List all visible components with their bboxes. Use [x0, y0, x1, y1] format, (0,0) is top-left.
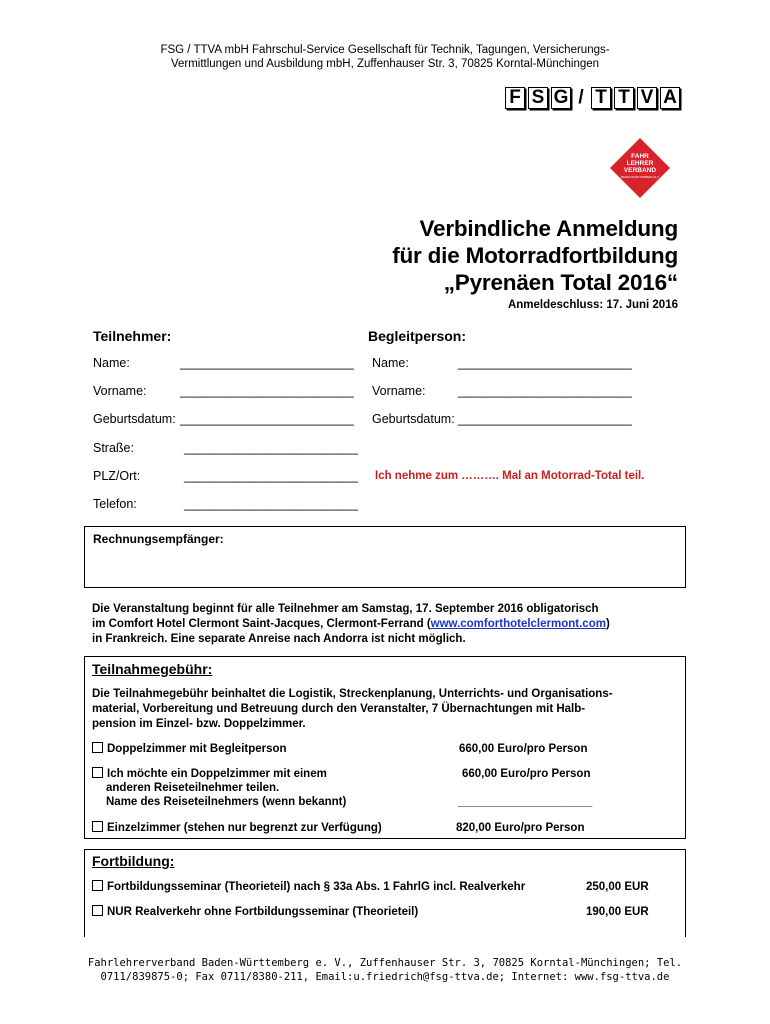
checkbox[interactable] — [92, 880, 103, 891]
participant-zip-label: PLZ/Ort: — [93, 469, 141, 483]
option-double-room-companion-price: 660,00 Euro/pro Person — [459, 743, 588, 755]
event-info-line-2: im Comfort Hotel Clermont Saint-Jacques, Clermont-Ferrand (www.comforthotelclermont.com) — [92, 618, 610, 630]
company-header-line-2: Vermittlungen und Ausbildung mbH, Zuffenhauser Str. 3, 70825 Korntal-Münchingen — [170, 58, 600, 70]
logo-letter: G — [551, 87, 571, 109]
participant-phone-field[interactable]: _________________________ — [184, 497, 358, 511]
fee-heading: Teilnahmegebühr: — [92, 661, 213, 677]
checkbox[interactable] — [92, 821, 103, 832]
event-info-line-1: Die Veranstaltung beginnt für alle Teilnehmer am Samstag, 17. September 2016 obligatorisch — [92, 603, 599, 615]
fee-description-2: material, Vorbereitung und Betreuung durch den Veranstalter, 7 Übernachtungen mit Halb- — [92, 703, 586, 715]
option-shared-double-room-line-3: Name des Reiseteilnehmers (wenn bekannt) — [106, 796, 347, 808]
companion-vorname-label: Vorname: — [372, 384, 426, 398]
hotel-link[interactable]: www.comforthotelclermont.com — [430, 618, 606, 630]
registration-deadline: Anmeldeschluss: 17. Juni 2016 — [507, 299, 678, 311]
company-header-line-1: FSG / TTVA mbH Fahrschul-Service Gesellschaft für Technik, Tagungen, Versicherungs- — [160, 44, 610, 56]
logo-letter: S — [528, 87, 548, 109]
option-shared-double-room-line-2: anderen Reiseteilnehmer teilen. — [106, 782, 280, 794]
option-training-seminar[interactable]: Fortbildungsseminar (Theorieteil) nach § 33a Abs. 1 FahrlG incl. Realverkehr — [92, 880, 525, 895]
participant-heading: Teilnehmer: — [93, 328, 172, 344]
logo-letter: F — [505, 87, 525, 109]
participant-street-label: Straße: — [93, 441, 134, 455]
badge-subtext: BADEN-WÜRTTEMBERG E.V. — [620, 175, 660, 179]
option-shared-double-room-price: 660,00 Euro/pro Person — [462, 768, 591, 780]
option-single-room-price: 820,00 Euro/pro Person — [456, 822, 585, 834]
companion-name-field[interactable]: _________________________ — [458, 356, 632, 370]
invoice-recipient-box[interactable] — [84, 526, 686, 588]
option-shared-double-room[interactable]: Ich möchte ein Doppelzimmer mit einem — [92, 767, 327, 782]
checkbox[interactable] — [92, 767, 103, 778]
participant-phone-label: Telefon: — [93, 497, 137, 511]
option-training-seminar-price: 250,00 EUR — [586, 881, 649, 893]
fahrlehrerverband-badge — [608, 136, 672, 200]
participant-zip-field[interactable]: _________________________ — [184, 469, 358, 483]
logo-slash: / — [578, 87, 584, 108]
option-real-traffic-only[interactable]: NUR Realverkehr ohne Fortbildungsseminar (Theorieteil) — [92, 905, 418, 920]
participant-vorname-field[interactable]: _________________________ — [180, 384, 354, 398]
participant-name-label: Name: — [93, 356, 130, 370]
companion-birthdate-label: Geburtsdatum: — [372, 412, 455, 426]
fee-description-1: Die Teilnahmegebühr beinhaltet die Logistik, Streckenplanung, Unterrichts- und Organisations- — [92, 688, 613, 700]
participant-name-field[interactable]: _________________________ — [180, 356, 354, 370]
companion-heading: Begleitperson: — [368, 328, 467, 344]
title-line-1: Verbindliche Anmeldung — [419, 216, 678, 241]
badge-text-2: LEHRER — [626, 160, 654, 167]
option-real-traffic-only-price: 190,00 EUR — [586, 906, 649, 918]
companion-name-label: Name: — [372, 356, 409, 370]
footer-line-1: Fahrlehrerverband Baden-Württemberg e. V., Zuffenhauser Str. 3, 70825 Korntal-Münchingen; Tel. — [87, 957, 683, 969]
title-line-3: „Pyrenäen Total 2016“ — [443, 270, 678, 295]
participant-vorname-label: Vorname: — [93, 384, 147, 398]
repeat-participation-note[interactable]: Ich nehme zum ………. Mal an Motorrad-Total teil. — [375, 470, 645, 482]
option-single-room[interactable]: Einzelzimmer (stehen nur begrenzt zur Verfügung) — [92, 821, 382, 836]
companion-birthdate-field[interactable]: _________________________ — [458, 412, 632, 426]
participant-birthdate-label: Geburtsdatum: — [93, 412, 176, 426]
companion-vorname-field[interactable]: _________________________ — [458, 384, 632, 398]
footer-line-2: 0711/839875-0; Fax 0711/8380-211, Email:u.friedrich@fsg-ttva.de; Internet: www.fsg-ttva.de — [100, 971, 670, 983]
logo-letter: A — [660, 87, 680, 109]
participant-street-field[interactable]: _________________________ — [184, 441, 358, 455]
badge-text-1: FAHR — [631, 153, 649, 160]
logo-letter: V — [637, 87, 657, 109]
training-heading: Fortbildung: — [92, 853, 175, 869]
option-double-room-companion[interactable]: Doppelzimmer mit Begleitperson — [92, 742, 287, 757]
checkbox[interactable] — [92, 905, 103, 916]
badge-text-3: VERBAND — [623, 167, 657, 174]
fsg-ttva-logo — [505, 87, 680, 109]
participant-birthdate-field[interactable]: _________________________ — [180, 412, 354, 426]
checkbox[interactable] — [92, 742, 103, 753]
logo-letter: T — [591, 87, 611, 109]
invoice-recipient-heading: Rechnungsempfänger: — [93, 532, 224, 546]
title-line-2: für die Motorradfortbildung — [392, 243, 678, 268]
logo-letter: T — [614, 87, 634, 109]
event-info-line-3: in Frankreich. Eine separate Anreise nach Andorra ist nicht möglich. — [92, 633, 466, 645]
fee-description-3: pension im Einzel- bzw. Doppelzimmer. — [92, 718, 306, 730]
travel-partner-name-field[interactable]: _____________________ — [458, 796, 593, 808]
